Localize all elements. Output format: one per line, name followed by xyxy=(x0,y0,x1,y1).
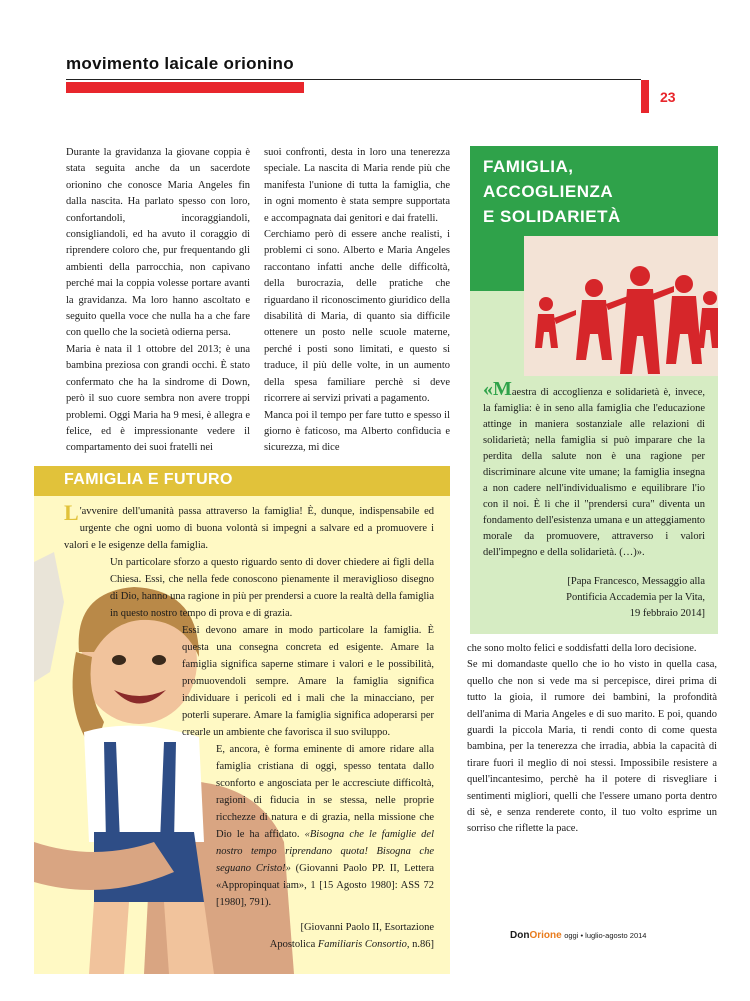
box-text xyxy=(64,500,435,953)
article-column-3 xyxy=(467,641,717,838)
header-divider xyxy=(66,79,641,80)
article-paragraph: Se mi domandaste quello che io ho visto in quella casa, quello che non si vede ma si percepisce, direi prima di tutto la gioia, il rumore dei bambini, la profondità dell'anima di Maria Angeles e di suo marito. E poi, quando guardi la piccola Maria, ti rendi conto di come questa bambina, per la tenerezza che irradia, abbia la capacità di tirare fuori il meglio di noi stessi. Impossibile resistere a quell'incantesimo, perchè ha il potere di risvegliare i sentimenti migliori, quelli che l'essere umano porta dentro di sè, e senza renderete conto, il tuo volto esprime un sorriso che riflette la pace. xyxy=(467,659,717,835)
sidebar-box xyxy=(470,146,718,634)
drop-cap: L xyxy=(64,500,79,525)
box-paragraph xyxy=(64,500,434,554)
box-source-line: [Giovanni Paolo II, Esortazione xyxy=(300,922,434,933)
sidebar-title-line: ACCOGLIENZA xyxy=(483,182,614,201)
box-paragraph xyxy=(64,741,434,911)
footer-brand-don: Don xyxy=(510,930,530,941)
famiglia-futuro-box xyxy=(34,466,450,974)
sidebar-quote xyxy=(483,378,705,561)
magazine-section-title: movimento laicale orionino xyxy=(66,54,294,73)
box-paragraph-text: E, ancora, è forma eminente di amore ridare alla famiglia cristiana di oggi, spesso tentata dallo sconforto e angosciata per le accresciute difficoltà, ragioni di fiducia in se stessa, nelle proprie ricchezze di natura e di grazia, nella missione che Dio le ha affidato. xyxy=(216,744,434,840)
family-silhouettes-image xyxy=(524,236,718,376)
box-source xyxy=(64,919,434,953)
sidebar-title-line: FAMIGLIA, xyxy=(483,157,574,176)
box-paragraph-text: 'avvenire dell'umanità passa attraverso la famiglia! È, dunque, indispensabile ed urgente che ogni uomo di buona volontà si impegni a salvare ed a promuovere i valori e le esigenze della famiglia. xyxy=(64,506,434,551)
article-paragraph: Durante la gravidanza la giovane coppia è stata seguita anche da un sacerdote orionino che conosce Maria Angeles fin dalla nascita. Ha parlato spesso con loro, confortandoli, incoraggiandoli, consigliandoli, ed ha avuto il coraggio di riprendere coloro che, pur frequentando gli ambienti della parrocchia, non capivano perché mai la coppia volesse portare avanti la gravidanza. Ma loro hanno ascoltato e seguito quella voce che nulla ha a che fare con quello che la società odierna persa. xyxy=(66,147,250,339)
sidebar-source-line: 19 febbraio 2014] xyxy=(629,608,705,619)
sidebar-source-line: Pontificia Accademia per la Vita, xyxy=(566,592,705,603)
footer xyxy=(510,930,646,941)
sidebar-source xyxy=(483,574,705,622)
box-paragraph: Un particolare sforzo a questo riguardo sento di dover chiedere ai figli della Chiesa. Essi, che nella fede conoscono pienamente il meraviglioso disegno di Dio, hanno una ragione in più per prendersi a cuore la realtà della famiglia in questo nostro tempo di prova e di grazia. xyxy=(110,557,434,619)
article-paragraph: Manca poi il tempo per fare tutto e spesso il giorno è faticoso, ma Alberto confiducia e sicurezza, mi dice xyxy=(264,409,450,454)
sidebar-quote-text: aestra di accoglienza e solidarietà è, invece, la famiglia: è in seno alla famiglia che l'educazione attinge in maniera sostanziale alle relazioni di solidarietà; nella famiglia si può imparare che la perdita della salute non è una ragione per discriminare alcune vite umane; la famiglia insegna a non cadere nell'individualismo e equilibrare l'io con il noi. È lì che il "prendersi cura" diventa un fondamento dell'esistenza umana e un atteggiamento morale da promuovere, attraverso i valori dell'impegno e della solidarietà. (…)». xyxy=(483,387,705,558)
box-source-line xyxy=(64,936,434,953)
quote-open-mark: «M xyxy=(483,378,512,400)
box-source-italic: Familiaris Consortio xyxy=(317,939,407,950)
article-column-2 xyxy=(264,145,450,457)
article-paragraph: Maria è nata il 1 ottobre del 2013; è una bambina preziosa con grandi occhi. È stato confermato che ha la sindrome di Down, però il suo cuore sembra non avere troppi problemi. Oggi Maria ha 9 mesi, è allegra e felice, ed è impressionante vedere il compartamento dei suoi fratelli nei xyxy=(66,343,250,454)
article-column-1 xyxy=(66,145,250,457)
article-paragraph: Cerchiamo però di essere anche realisti, i problemi ci sono. Alberto e Maria Angeles raccontano infatti anche delle difficoltà, della burocrazia, delle pratiche che riguardano il riconoscimento giuridico della disabilità di Maria, di quanto sia difficile ottenere un posto nelle scuole materne, perché i posti sono limitati, e questo si traduce, il più delle volte, in un aumento della spesa familiare perchè si deve ricorrere ai servizi privati a pagamento. xyxy=(264,229,450,405)
page-number-marker xyxy=(641,80,649,113)
box-paragraph: Essi devono amare in modo particolare la famiglia. È questa una consegna concreta ed esigente. Amare la famiglia significa saperne stimare i valori e le possibilità, promuovendoli sempre. Amare la famiglia significa individuare i pericoli ed i mali che la minacciano, per poterli superare. Amare la famiglia significa adoperarsi per crearle un ambiente che favorisca il suo sviluppo. xyxy=(182,625,434,738)
article-paragraph: che sono molto felici e soddisfatti della loro decisione. xyxy=(467,643,697,654)
header-red-bar xyxy=(66,82,304,93)
box-source-text: Apostolica xyxy=(269,939,318,950)
box-source-text: , n.86] xyxy=(406,939,434,950)
footer-brand-orione: Orione xyxy=(529,930,562,941)
article-paragraph: suoi confronti, desta in loro una tenerezza speciale. La nascita di Maria rende più che manifesta l'unione di tutta la famiglia, che in ogni momento è stata sempre supportata e accompagnata dai genitori e dai fratelli. xyxy=(264,147,450,224)
sidebar-title-line: E SOLIDARIETÀ xyxy=(483,207,621,226)
footer-issue: oggi • luglio-agosto 2014 xyxy=(564,931,647,940)
box-paragraph-text: (Giovanni Paolo PP. II, Lettera «Appropinquat iam», 1 [15 Agosto 1980]: ASS 72 [1980], 791). xyxy=(216,863,434,908)
box-title: FAMIGLIA E FUTURO xyxy=(64,471,233,488)
sidebar-title xyxy=(483,154,703,229)
box-italic-quote: «Bisogna che le famiglie del nostro tempo riprendano quota! Bisogna che seguano Cristo!» xyxy=(216,829,435,874)
page-number: 23 xyxy=(660,89,676,105)
sidebar-source-line: [Papa Francesco, Messaggio alla xyxy=(567,576,705,587)
